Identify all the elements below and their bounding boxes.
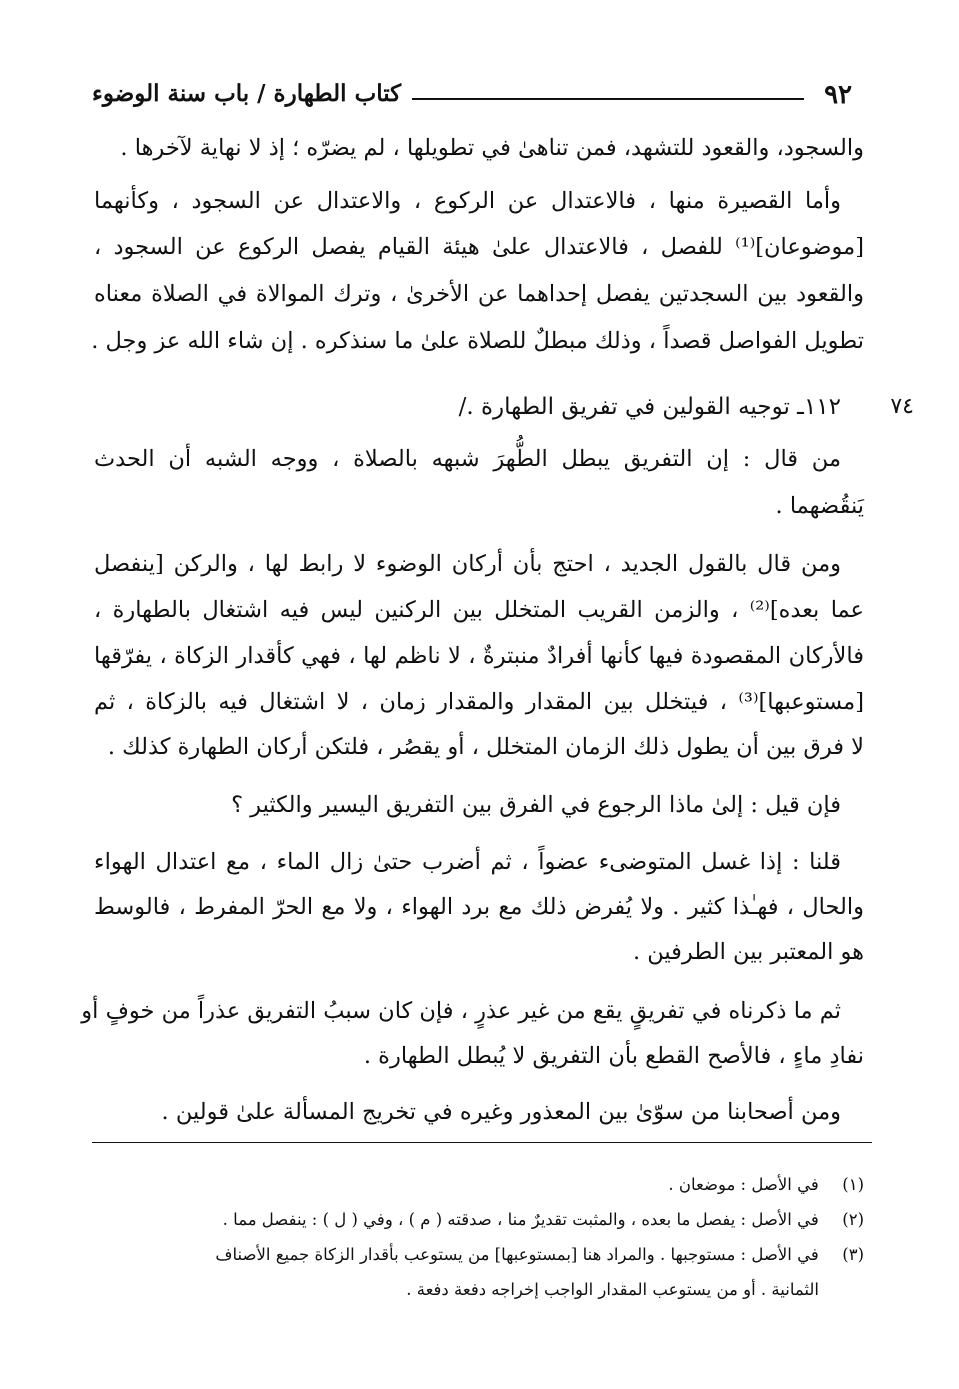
footnote-number: (١) xyxy=(842,1175,864,1194)
header-rule xyxy=(412,98,804,100)
footnote-continuation: الثمانية . أو من يستوعب المقدار الواجب إخراجه دفعة دفعة . xyxy=(406,1280,819,1299)
footnote-text: في الأصل : موضعان . xyxy=(668,1175,819,1194)
footnote-text: في الأصل : مستوجبها . والمراد هنا [بمستوعبها] من يستوعب بأقدار الزكاة جميع الأصناف xyxy=(215,1245,819,1264)
text-line: من قال : إن التفريق يبطل الطُّهرَ شبهه بالصلاة ، ووجه الشبه أن الحدث xyxy=(94,446,841,472)
footnote-number: (٣) xyxy=(842,1245,864,1264)
text-line: والحال ، فهـٰذا كثير . ولا يُفرض ذلك مع برد الهواء ، ولا مع الحرّ المفرط ، فالوسط xyxy=(94,894,864,920)
text-line: والسجود، والقعود للتشهد، فمن تناهىٰ في تطويلها ، لم يضرّه ؛ إذ لا نهاية لآخرها . xyxy=(120,135,864,161)
text-line: فإن قيل : إلىٰ ماذا الرجوع في الفرق بين التفريق اليسير والكثير ؟ xyxy=(231,792,841,818)
running-title: كتاب الطهارة / باب سنة الوضوء xyxy=(92,80,402,107)
text-line: قلنا : إذا غسل المتوضىء عضواً ، ثم أضرب حتىٰ زال الماء ، مع اعتدال الهواء xyxy=(94,849,841,875)
text-line: لا فرق بين أن يطول ذلك الزمان المتخلل ، أو يقصُر ، فلتكن أركان الطهارة كذلك . xyxy=(107,734,864,760)
footnote xyxy=(668,1172,864,1198)
text-line: هو المعتبر بين الطرفين . xyxy=(632,939,864,965)
page-header xyxy=(92,78,862,118)
text-line: عما بعده]⁽²⁾ ، والزمن القريب المتخلل بين الركنين ليس فيه اشتغال بالطهارة ، xyxy=(94,597,864,623)
text-line: والقعود بين السجدتين يفصل إحداهما عن الأخرىٰ ، وترك الموالاة في الصلاة معناه xyxy=(94,281,864,307)
text-line: ثم ما ذكرناه في تفريقٍ يقع من غير عذرٍ ، فإن كان سببُ التفريق عذراً من خوفٍ أو xyxy=(81,998,841,1024)
footnote-number: (٢) xyxy=(842,1210,864,1229)
text-line: ومن قال بالقول الجديد ، احتج بأن أركان الوضوء لا رابط لها ، والركن [ينفصل xyxy=(94,551,841,577)
footnote-text: في الأصل : يفصل ما بعده ، والمثبت تقديرٌ منا ، صدقته ( م ) ، وفي ( ل ) : ينفصل مما . xyxy=(222,1210,819,1229)
text-line: يَنقُضهما . xyxy=(775,493,864,519)
margin-reference-number: ٧٤ xyxy=(890,394,914,419)
footnote xyxy=(223,1207,864,1233)
text-line: [مستوعبها]⁽³⁾ ، فيتخلل بين المقدار والمقدار زمان ، لا اشتغال فيه بالزكاة ، ثم xyxy=(94,689,864,715)
text-line: وأما القصيرة منها ، فالاعتدال عن الركوع ، والاعتدال عن السجود ، وكأنهما xyxy=(94,188,841,214)
footnote xyxy=(215,1242,864,1268)
section-heading: ١١٢ـ توجيه القولين في تفريق الطهارة ./ xyxy=(458,394,841,420)
page-number: ٩٢ xyxy=(824,80,852,110)
text-line: تطويل الفواصل قصداً ، وذلك مبطلٌ للصلاة علىٰ ما سنذكره . إن شاء الله عز وجل . xyxy=(91,328,864,354)
footnote-separator xyxy=(92,1142,872,1143)
text-line: فالأركان المقصودة فيها كأنها أفرادٌ منبترةٌ ، لا ناظم لها ، فهي كأقدار الزكاة ، يفرّقها xyxy=(94,643,864,669)
text-line: [موضوعان]⁽¹⁾ للفصل ، فالاعتدال علىٰ هيئة القيام يفصل الركوع عن السجود ، xyxy=(94,234,864,260)
text-line: نفادِ ماءٍ ، فالأصح القطع بأن التفريق لا يُبطل الطهارة . xyxy=(363,1043,864,1069)
text-line: ومن أصحابنا من سوّىٰ بين المعذور وغيره في تخريج المسألة علىٰ قولين . xyxy=(161,1099,841,1125)
